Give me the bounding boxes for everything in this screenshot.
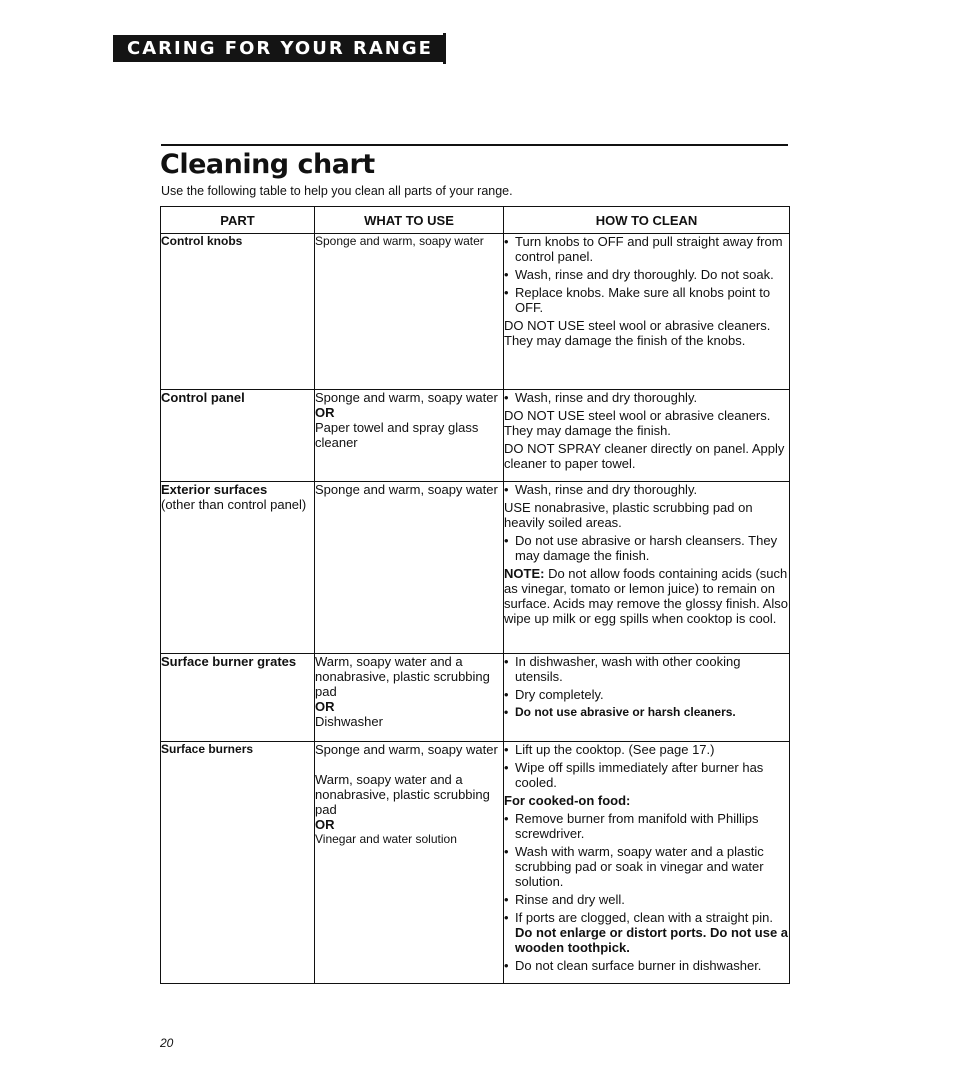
instruction-bullet: • Lift up the cooktop. (See page 17.) (504, 742, 789, 757)
use-spacer (315, 757, 503, 772)
what-to-use-cell (315, 234, 504, 390)
use-text: Sponge and warm, soapy water (315, 742, 498, 757)
instruction-bullet: • Wipe off spills immediately after burner has cooled. (504, 760, 789, 790)
use-text: Dishwasher (315, 714, 383, 729)
part-name: Surface burner grates (161, 654, 297, 669)
part-cell (161, 654, 315, 742)
part-name: Exterior surfaces (161, 482, 268, 497)
use-text: Sponge and warm, soapy water (315, 390, 498, 405)
part-cell (161, 234, 315, 390)
section-banner-text: CARING FOR YOUR RANGE (127, 38, 433, 59)
cleaning-chart-table (160, 206, 790, 984)
use-text: Sponge and warm, soapy water (315, 234, 484, 248)
how-to-clean-cell (504, 234, 790, 390)
use-or-divider: OR (315, 817, 335, 832)
use-or-divider: OR (315, 405, 335, 420)
table-row (161, 654, 790, 742)
use-text: Vinegar and water solution (315, 832, 457, 846)
how-to-clean-cell (504, 390, 790, 482)
table-row (161, 390, 790, 482)
part-note: (other than control panel) (161, 497, 307, 512)
part-name: Surface burners (161, 742, 254, 756)
note-label: NOTE: (504, 566, 545, 581)
what-to-use-cell (315, 654, 504, 742)
instruction-bullet: • Replace knobs. Make sure all knobs point to OFF. (504, 285, 789, 315)
part-cell (161, 742, 315, 984)
instruction-bullet: • Do not clean surface burner in dishwasher. (504, 958, 789, 973)
part-cell (161, 482, 315, 654)
instruction-paragraph: DO NOT USE steel wool or abrasive cleaners. They may damage the finish. (504, 408, 771, 438)
instruction-bullet: • Wash, rinse and dry thoroughly. (504, 482, 789, 497)
table-row (161, 742, 790, 984)
instruction-warning-text: Do not enlarge or distort ports. Do not use a wooden toothpick. (515, 925, 789, 955)
intro-text: Use the following table to help you clean all parts of your range. (161, 184, 513, 198)
part-name: Control panel (161, 390, 245, 405)
what-to-use-cell (315, 742, 504, 984)
page-title: Cleaning chart (160, 149, 375, 180)
how-to-clean-cell (504, 742, 790, 984)
instruction-bullet: • In dishwasher, wash with other cooking utensils. (504, 654, 789, 684)
how-to-clean-cell (504, 482, 790, 654)
table-row (161, 234, 790, 390)
table-header-row (161, 207, 790, 234)
instruction-paragraph: DO NOT SPRAY cleaner directly on panel. Apply cleaner to paper towel. (504, 441, 785, 471)
instruction-bullet: • Rinse and dry well. (504, 892, 789, 907)
instruction-bullet: • Turn knobs to OFF and pull straight away from control panel. (504, 234, 789, 264)
what-to-use-cell (315, 482, 504, 654)
note-text: Do not allow foods containing acids (such as vinegar, tomato or lemon juice) to remain on surface. Acids may remove the glossy finish. Also wipe up milk or egg spills when cooktop is cool. (504, 566, 788, 626)
instruction-paragraph: USE nonabrasive, plastic scrubbing pad on heavily soiled areas. (504, 500, 753, 530)
use-text: Warm, soapy water and a nonabrasive, plastic scrubbing pad (315, 654, 490, 699)
instruction-note (504, 566, 789, 626)
what-to-use-cell (315, 390, 504, 482)
section-banner (113, 35, 446, 62)
instruction-bullet-warning: • Do not use abrasive or harsh cleaners. (504, 705, 789, 720)
banner-edge-mark (443, 33, 446, 64)
instruction-bullet-mixed (504, 910, 789, 955)
title-rule (161, 144, 788, 146)
instruction-bullet: • Wash, rinse and dry thoroughly. Do not soak. (504, 267, 789, 282)
column-header-part: PART (161, 207, 315, 234)
instruction-bullet: • Wash with warm, soapy water and a plastic scrubbing pad or soak in vinegar and water solution. (504, 844, 789, 889)
part-cell (161, 390, 315, 482)
use-text: Paper towel and spray glass cleaner (315, 420, 479, 450)
instruction-bullet: • Remove burner from manifold with Phillips screwdriver. (504, 811, 789, 841)
instruction-bullet: • Do not use abrasive or harsh cleansers. They may damage the finish. (504, 533, 789, 563)
instruction-bullet: • Dry completely. (504, 687, 789, 702)
instruction-text: If ports are clogged, clean with a straight pin. (515, 910, 773, 925)
use-text: Sponge and warm, soapy water (315, 482, 498, 497)
instruction-bullet: • Wash, rinse and dry thoroughly. (504, 390, 789, 405)
part-name: Control knobs (161, 234, 243, 248)
table-row (161, 482, 790, 654)
how-to-clean-cell (504, 654, 790, 742)
use-or-divider: OR (315, 699, 335, 714)
use-text: Warm, soapy water and a nonabrasive, plastic scrubbing pad (315, 772, 490, 817)
instruction-paragraph: DO NOT USE steel wool or abrasive cleaners. They may damage the finish of the knobs. (504, 318, 771, 348)
page-number: 20 (160, 1036, 174, 1050)
column-header-how-to-clean: HOW TO CLEAN (504, 207, 790, 234)
column-header-what-to-use: WHAT TO USE (315, 207, 504, 234)
instruction-heading: For cooked-on food: (504, 793, 631, 808)
